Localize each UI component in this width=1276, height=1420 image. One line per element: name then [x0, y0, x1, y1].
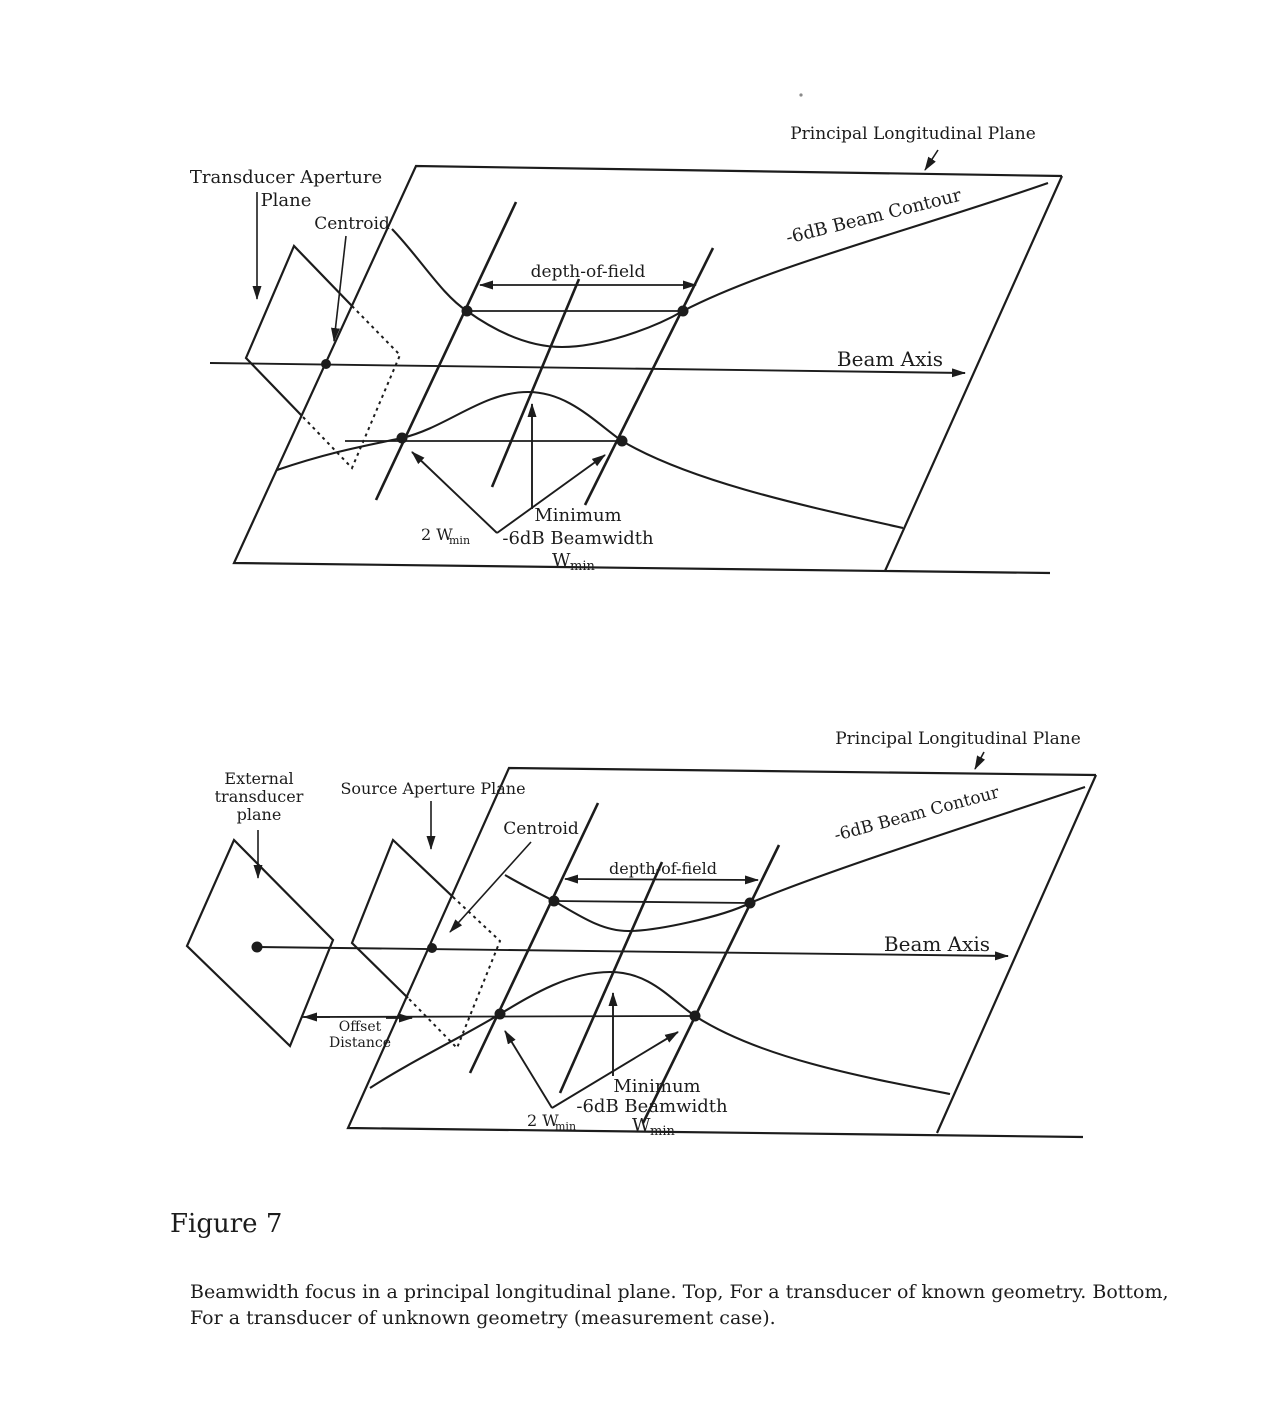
top-aperture-plane-hidden: [302, 306, 400, 468]
bottom-centroid-dot: [427, 943, 437, 953]
top-aperture-plane-front: [246, 246, 352, 416]
bottom-plane-label: Principal Longitudinal Plane: [835, 729, 1081, 749]
bottom-wmin-label-sub: min: [650, 1124, 675, 1139]
bottom-source-plane-front: [352, 840, 453, 998]
bottom-upper-far-dot: [745, 898, 756, 909]
bottom-source-plane-hidden: [408, 897, 500, 1048]
top-wmin-label-sub: min: [570, 559, 595, 574]
bottom-external-label-line2: transducer: [214, 787, 304, 806]
top-beam-axis-label: Beam Axis: [836, 347, 944, 371]
bottom-upper-near-dot: [549, 896, 560, 907]
bottom-dof-arrow: [565, 879, 758, 880]
top-upper-near-dot: [462, 306, 473, 317]
top-centroid-label: Centroid: [314, 214, 390, 234]
top-dof-label: depth-of-field: [530, 262, 646, 282]
figure-heading: Figure 7: [170, 1209, 283, 1239]
top-contour-label: -6dB Beam Contour: [783, 184, 964, 249]
caption-line2: For a transducer of unknown geometry (measurement case).: [190, 1307, 776, 1329]
top-min-label-line1: Minimum: [534, 505, 622, 526]
bottom-dof-label: depth-of-field: [609, 859, 717, 878]
top-2wmin-label-sub: min: [449, 534, 471, 547]
top-min-label-line2: -6dB Beamwidth: [502, 528, 654, 549]
bottom-2wmin-label-sub: min: [555, 1120, 577, 1133]
bottom-source-label: Source Aperture Plane: [340, 779, 526, 798]
bottom-2wmin-arrow-left: [505, 1031, 552, 1108]
bottom-beam-axis-label: Beam Axis: [883, 932, 991, 956]
bottom-upper-dots-line: [554, 901, 750, 903]
scan-speck: [799, 93, 802, 96]
top-plane-label: Principal Longitudinal Plane: [790, 124, 1036, 144]
top-2wmin-label: 2 W: [421, 525, 453, 544]
bottom-centroid-label-arrow: [450, 842, 531, 932]
bottom-plane-label-arrow: [975, 752, 984, 769]
bottom-offset-label-line2: Distance: [328, 1035, 392, 1051]
bottom-offset-label-line1: Offset: [338, 1019, 382, 1035]
top-aperture-label-line2: Plane: [260, 190, 312, 211]
bottom-external-label-line1: External: [224, 769, 294, 788]
bottom-min-label-line1: Minimum: [613, 1076, 701, 1097]
bottom-contour-label: -6dB Beam Contour: [832, 782, 1002, 846]
top-lower-far-dot: [617, 436, 628, 447]
top-lower-near-dot: [397, 433, 408, 444]
caption-line1: Beamwidth focus in a principal longitudinal plane. Top, For a transducer of known geometry. Bottom,: [190, 1281, 1169, 1303]
top-diagram: [190, 124, 1062, 574]
bottom-2wmin-label: 2 W: [527, 1111, 559, 1130]
top-aperture-label-line1: Transducer Aperture: [189, 167, 383, 188]
bottom-external-label-line3: plane: [236, 805, 282, 824]
bottom-wmin-label: W: [632, 1115, 651, 1136]
bottom-diagram: [187, 729, 1096, 1139]
bottom-min-label-line2: -6dB Beamwidth: [576, 1096, 728, 1117]
top-2wmin-arrow-left: [412, 452, 497, 533]
bottom-external-center-dot: [252, 942, 263, 953]
top-wmin-label: W: [552, 550, 571, 571]
top-dof-line-far: [585, 248, 713, 505]
bottom-beam-contour-upper: [505, 787, 1085, 931]
top-centroid-dot: [321, 359, 331, 369]
bottom-dof-line-near: [470, 803, 598, 1073]
bottom-lower-near-dot: [495, 1009, 506, 1020]
bottom-lower-far-dot: [690, 1011, 701, 1022]
bottom-centroid-label: Centroid: [503, 819, 579, 839]
top-plane-label-arrow: [925, 150, 938, 170]
figure-caption: [170, 1209, 1169, 1329]
top-upper-far-dot: [678, 306, 689, 317]
